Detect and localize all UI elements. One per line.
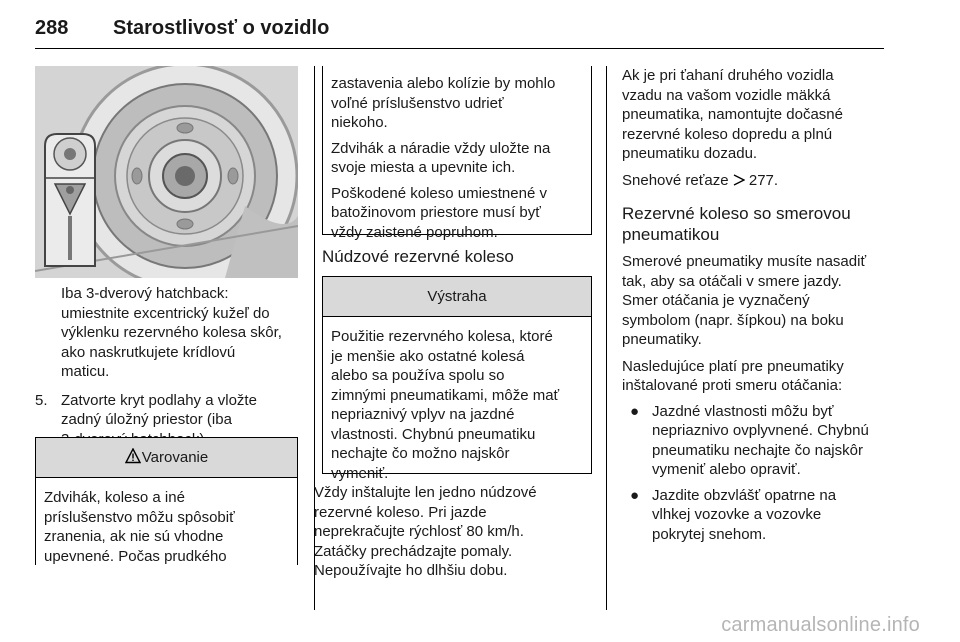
directional-tyre-paragraph: Smerové pneumatiky musíte nasadiť tak, aby sa otáčali v smere jazdy. Smer otáčania je vyznačený symbolom (napr. šípkou) na boku pneumatiky. [622, 253, 867, 348]
bullet-item [622, 402, 892, 480]
instruction-steps [35, 284, 305, 449]
warning-title: Varovanie [141, 449, 209, 466]
bullet-item [622, 486, 892, 545]
page-reference-arrow-icon [733, 172, 745, 184]
step-4-continuation: Iba 3-dverový hatchback: umiestnite excentrický kužeľ do výklenku rezervného kolesa skôr, ako naskrutkujete krídlovú maticu. [61, 285, 282, 380]
warning-text-2: Zdvihák a náradie vždy uložte na svoje miesta a upevnite ich. [331, 139, 551, 176]
warning-box [35, 437, 298, 565]
step-text: Zatvorte kryt podlahy a vložte zadný úložný priestor (iba [61, 391, 257, 428]
column-divider-2 [606, 66, 607, 610]
spare-wheel-instructions: Vždy inštalujte len jedno núdzové rezervné koleso. Pri jazde neprekračujte rýchlosť 80 km/h. Zatáčky prechádzajte pomaly. Nepoužívajte ho dlhšiu dobu. [314, 484, 537, 579]
page-number: 288 [35, 17, 69, 39]
towing-paragraph: Ak je pri ťahaní druhého vozidla vzadu na vašom vozidle mäkká pneumatika, namontujte dočasné rezervné koleso dopredu a plnú pneumatiku dozadu. [622, 67, 843, 162]
spare-wheel-icon [35, 66, 298, 278]
snow-chains-reference: Snehové reťaze 277. [622, 171, 779, 189]
bullet-icon: ● [630, 402, 640, 420]
bullet-text: Jazdite obzvlášť opatrne na vlhkej vozovke a vozovke pokrytej snehom. [652, 486, 837, 543]
warning-header [36, 438, 297, 478]
caution-text: Použitie rezervného kolesa, ktoré je menšie ako ostatné kolesá alebo sa používa spolu so zimnými pneumatikami, môže mať nepriaznivý vplyv na jazdné vlastnosti. Chybnú pneumatiku nechajte čo možno najskôr vymeniť. [331, 328, 560, 482]
warning-icon [125, 440, 141, 456]
caution-header: Výstraha [323, 277, 591, 317]
bullet-icon: ● [630, 486, 640, 504]
cone-nut-icon [45, 134, 95, 266]
column-3 [622, 66, 892, 544]
step-number: 5. [35, 391, 48, 409]
watermark: carmanualsonline.info [721, 614, 920, 636]
warning-text-1: zastavenia alebo kolízie by mohlo voľné príslušenstvo udrieť niekoho. [331, 75, 556, 131]
bullet-text: Jazdné vlastnosti môžu byť nepriaznivo ovplyvnené. Chybnú pneumatiku nechajte čo najskôr vymeniť alebo opraviť. [652, 402, 869, 478]
header-rule [35, 48, 884, 49]
directional-tyre-heading: Rezervné koleso so smerovou pneumatikou [622, 204, 851, 244]
reverse-rotation-intro: Nasledujúce platí pre pneumatiky inštalované proti smeru otáčania: [622, 357, 844, 394]
caution-box [322, 276, 592, 482]
warning-text: Zdvihák, koleso a iné príslušenstvo môžu spôsobiť zranenia, ak nie sú vhodne upevnené. Počas prudkého [44, 489, 235, 565]
spare-wheel-illustration [35, 66, 298, 278]
page-title: Starostlivosť o vozidlo [113, 17, 330, 39]
warning-text-3: Poškodené koleso umiestnené v batožinovom priestore musí byť vždy zaistené popruhom. [331, 184, 547, 241]
page-reference-link[interactable]: 277. [748, 171, 779, 189]
section-heading: Núdzové rezervné koleso [322, 247, 514, 266]
warning-box-continued [322, 66, 592, 241]
